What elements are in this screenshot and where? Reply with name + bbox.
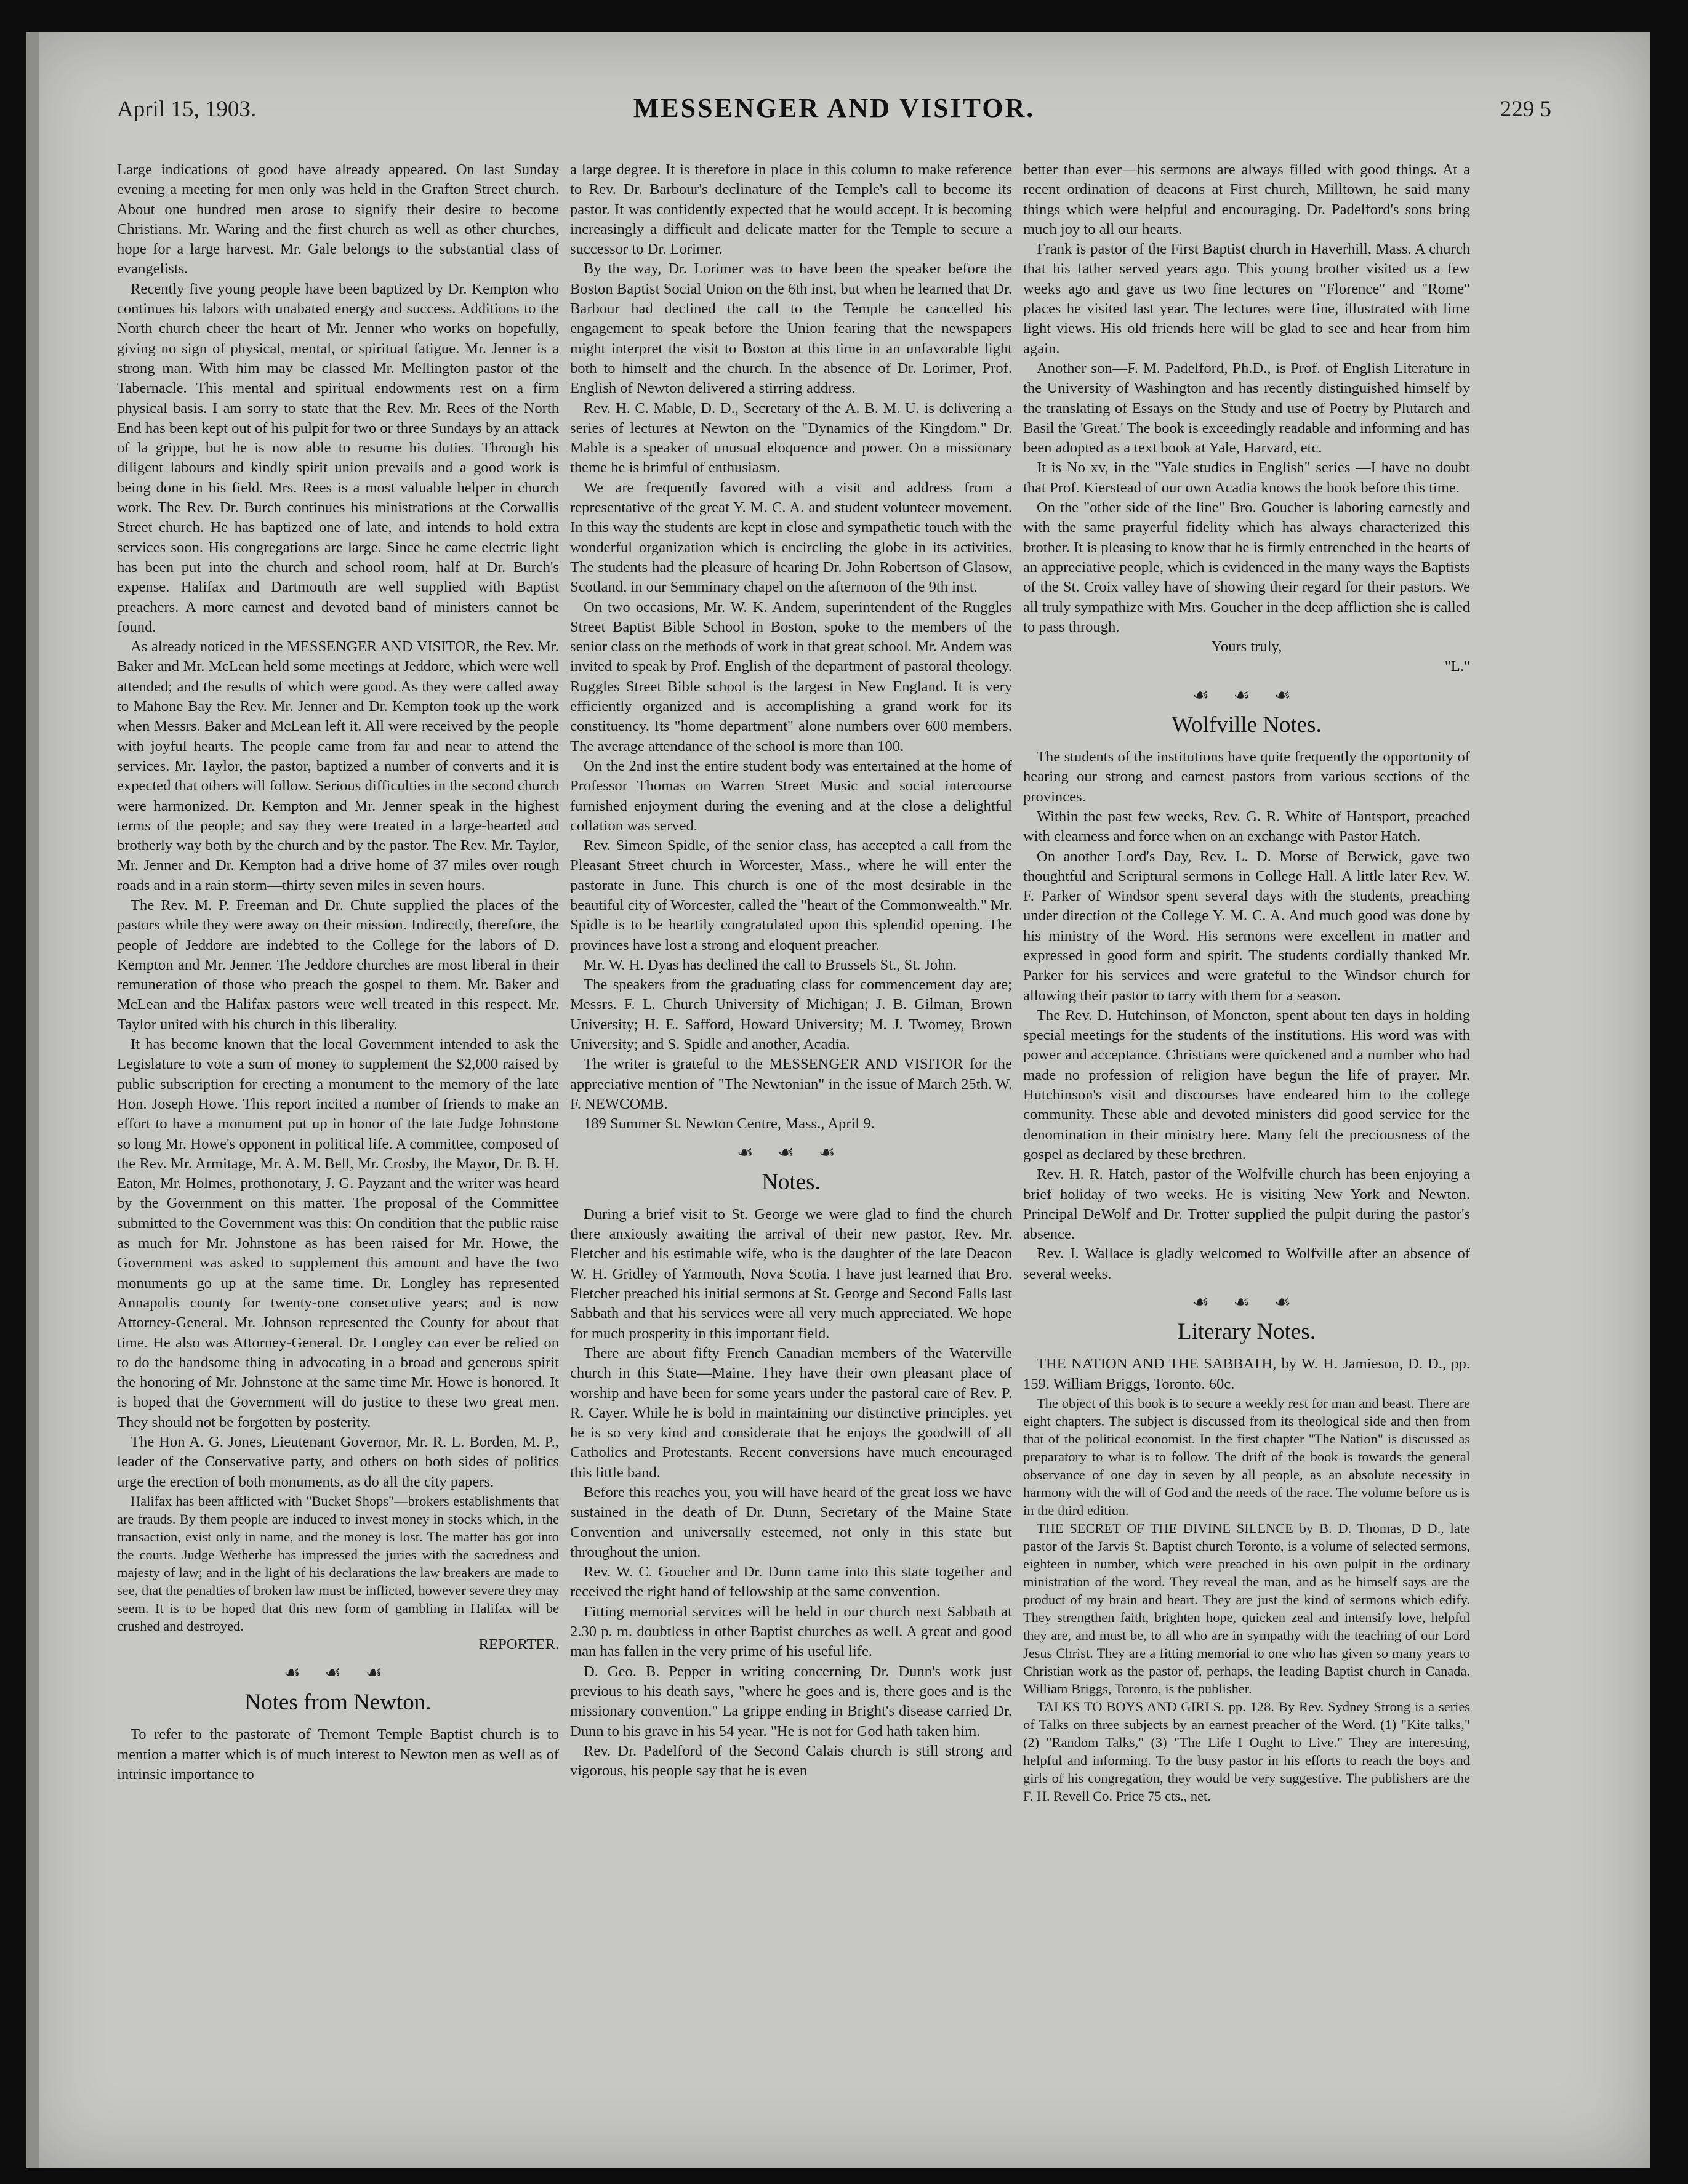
column-1 — [117, 160, 559, 2136]
article-paragraph: On the 2nd inst the entire student body was entertained at the home of Professor Thomas on Warren Street Music and social intercourse furnished enjoyment during the evening and at the close a delightful collation was served. — [570, 757, 1012, 834]
article-paragraph: Rev. I. Wallace is gladly welcomed to Wolfville after an absence of several weeks. — [1023, 1245, 1470, 1282]
article-paragraph: It has become known that the local Government intended to ask the Legislature to vote a sum of money to supplement the $2,000 raised by public subscription for erecting a monument to the memory of the late Hon. Joseph Howe. This report incited a number of friends to make an effort to have a monument put up in honor of the late Judge Johnstone so long Mr. Howe's opponent in political life. A committee, composed of the Rev. Mr. Armitage, Mr. A. M. Bell, Mr. Crosby, the Mayor, Dr. B. H. Eaton, Mr. Holmes, prothonotary, J. G. Payzant and the writer was heard by the Government on this matter. The proposal of the Committee submitted to the Government was this: On condition that the public raise as much for Mr. Johnstone as has been raised for Mr. Howe, the Government was asked to supplement this amount and have the two monuments go up at the same time. Dr. Longley has represented Annapolis county for twenty-one consecutive years; and is now Attorney-General. Mr. Johnson represented the County for about that time. He also was Attorney-General. Dr. Longley can ever be relied on to do the handsome thing in advocating in a broad and generous spirit the honoring of Mr. Johnstone at the same time Mr. Howe is honored. It is hoped that the Government will do justice to these two great men. They should not be forgotten by posterity. — [117, 1036, 559, 1431]
issue-date: April 15, 1903. — [117, 97, 257, 122]
article-paragraph: It is No xv, in the "Yale studies in English" series —I have no doubt that Prof. Kierstead of our own Acadia knows the book before this time. — [1023, 459, 1470, 496]
section-heading-literary-notes: Literary Notes. — [1178, 1319, 1316, 1345]
section-heading-wolfville-notes: Wolfville Notes. — [1172, 712, 1322, 738]
article-paragraph: Halifax has been afflicted with "Bucket Shops"—brokers establishments that are frauds. By them people are induced to invest money in stocks which, in the transaction, exist only in name, and the money is lost. The matter has got into the courts. Judge Wetherbe has impressed the juries with the sacredness and majesty of law; and in the light of his declarations the law breakers are made to see, that the penalties of broken law must be inflicted, however severe they may seem. It is to be hoped that this new form of gambling in Halifax will be crushed and destroyed. — [117, 1493, 559, 1634]
masthead-title: MESSENGER AND VISITOR. — [633, 93, 1035, 123]
article-paragraph: Rev. Simeon Spidle, of the senior class, has accepted a call from the Pleasant Street church in Worcester, Mass., where he will enter the pastorate in June. This church is one of the most desirable in the beautiful city of Worcester, called the "heart of the Commonwealth." Mr. Spidle is to be heartily congratulated upon this splendid opening. The provinces have lost a strong and eloquent preacher. — [570, 837, 1012, 953]
article-paragraph: During a brief visit to St. George we were glad to find the church there anxiously awaiting the arrival of their new pastor, Rev. Mr. Fletcher and his estimable wife, who is the daughter of the late Deacon W. H. Gridley of Yarmouth, Nova Scotia. I have just learned that Bro. Fletcher preached his initial sermons at St. George and Second Falls last Sabbath and that his services were all very much appreciated. We hope for much prosperity in this important field. — [570, 1205, 1012, 1342]
section-ornament: ☙ ☙ ☙ — [1192, 685, 1301, 705]
article-paragraph: Before this reaches you, you will have heard of the great loss we have sustained in the death of Dr. Dunn, Secretary of the Maine State Convention and universally esteemed, not only in this state but throughout the union. — [570, 1484, 1012, 1560]
article-paragraph: Frank is pastor of the First Baptist church in Haverhill, Mass. A church that his father served years ago. This young brother visited us a few weeks ago and gave us two fine lectures on "Florence" and "Rome" places he visited last year. The lectures were fine, illustrated with lime light views. His old friends here will be glad to see and hear from him again. — [1023, 241, 1470, 357]
article-paragraph: Large indications of good have already appeared. On last Sunday evening a meeting for men only was held in the Grafton Street church. About one hundred men arose to signify their desire to become Christians. Mr. Waring and the first church as well as other churches, hope for a large harvest. Mr. Gale belongs to the substantial class of evangelists. — [117, 161, 559, 278]
article-paragraph: The speakers from the graduating class for commencement day are; Messrs. F. L. Church University of Michigan; J. B. Gilman, Brown University; H. E. Safford, Howard University; M. J. Twomey, Brown University; and S. Spidle and another, Acadia. — [570, 976, 1012, 1053]
running-header — [117, 92, 1551, 135]
book-review-body: TALKS TO BOYS AND GIRLS. pp. 128. By Rev. Sydney Strong is a series of Talks on three subjects by an earnest preacher of the Word. (1) "Kite talks," (2) "Random Talks," (3) "The Life I Ought to Live." They are interesting, helpful and informing. To the busy pastor in his efforts to reach the boys and girls of his congregation, they would be very suggestive. The publishers are the F. H. Revell Co. Price 75 cts., net. — [1023, 1698, 1470, 1804]
article-paragraph: Another son—F. M. Padelford, Ph.D., is Prof. of English Literature in the University of Washington and has recently distinguished himself by the translating of Essays on the Study and use of Poetry by Plutarch and Basil the 'Great.' The book is exceedingly readable and informing and has been adopted as a text book at Yale, Harvard, etc. — [1023, 359, 1470, 457]
section-ornament: ☙ ☙ ☙ — [737, 1142, 845, 1163]
article-paragraph: Rev. H. C. Mable, D. D., Secretary of the A. B. M. U. is delivering a series of lectures at Newton on the "Dynamics of the Kingdom." Dr. Mable is a speaker of unusual eloquence and power. On a missionary theme he is brimful of enthusiasm. — [570, 399, 1012, 476]
article-paragraph: To refer to the pastorate of Tremont Temple Baptist church is to mention a matter which is of much interest to Newton men as well as of intrinsic importance to — [117, 1726, 559, 1783]
column-3 — [1023, 160, 1470, 2136]
article-paragraph: Within the past few weeks, Rev. G. R. White of Hantsport, preached with clearness and force when on an exchange with Pastor Hatch. — [1023, 808, 1470, 845]
article-paragraph: On two occasions, Mr. W. K. Andem, superintendent of the Ruggles Street Baptist Bible School in Boston, spoke to the members of the senior class on the methods of work in that great school. Mr. Andem was invited to speak by Prof. English of the department of pastoral theology. Ruggles Street Bible school is the largest in New England. It is very efficiently organized and is accomplishing a grand work for its constituency. Its "home department" alone numbers over 600 members. The average attendance of the school is more than 100. — [570, 598, 1012, 755]
article-signature: "L." — [1444, 658, 1470, 675]
article-paragraph: Mr. W. H. Dyas has declined the call to Brussels St., St. John. — [584, 956, 957, 973]
article-paragraph: We are frequently favored with a visit and address from a representative of the great Y. M. C. A. and student volunteer movement. In this way the students are kept in close and sympathetic touch with the wonderful organization which is encircling the globe in its activities. The students had the pleasure of hearing Dr. John Robertson of Glasow, Scotland, in our Semminary chapel on the afternoon of the 9th inst. — [570, 479, 1012, 596]
book-review-body: THE SECRET OF THE DIVINE SILENCE by B. D. Thomas, D D., late pastor of the Jarvis St. Baptist church Toronto, is a volume of selected sermons, eighteen in number, which were preached in his own pulpit in the ordinary ministration of the word. They reveal the man, and as he himself says are the product of my brain and heart. They are just the kind of sermons which edify. They strengthen faith, brighten hope, quicken zeal and intensify love, helpful they are, and must be, to all who are in sympathy with the teaching of our Lord Jesus Christ. They are a fitting memorial to one who has given so many years to Christian work as the pastor of, perhaps, the leading Baptist church in Canada. William Briggs, Toronto, is the publisher. — [1023, 1520, 1470, 1696]
newspaper-page — [26, 32, 1650, 2168]
column-2 — [570, 160, 1012, 2136]
section-ornament: ☙ ☙ ☙ — [284, 1663, 392, 1684]
article-paragraph: As already noticed in the MESSENGER AND VISITOR, the Rev. Mr. Baker and Mr. McLean held some meetings at Jeddore, which were well attended; and the results of which were good. As they were called away to Mahone Bay the Rev. Mr. Jenner and Dr. Kempton took up the work when Messrs. Baker and McLean left it. All were received by the people with joyful hearts. The people came from far and near to attend the services. Mr. Taylor, the pastor, baptized a number of converts and it is expected that others will follow. Serious difficulties in the second church were harmonized. Dr. Kempton and Mr. Jenner speak in the highest terms of the people; and say they were treated in a large-hearted and brotherly way both by the church and by the pastor. The Rev. Mr. Taylor, Mr. Jenner and Dr. Kempton had a drive home of 37 miles over rough roads and in a rain storm—thirty seven miles in seven hours. — [117, 638, 559, 894]
article-dateline: 189 Summer St. Newton Centre, Mass., April 9. — [584, 1115, 875, 1133]
book-review-body: The object of this book is to secure a weekly rest for man and beast. There are eight chapters. The subject is discussed from its theological side and then from that of the political economist. In the first chapter "The Nation" is discussed as preparatory to what is to follow. The drift of the book is towards the general observance of one day in seven by all people, as an absolute necessity in harmony with the will of God and the needs of the race. The volume before us is in the third edition. — [1023, 1395, 1470, 1518]
section-heading-notes: Notes. — [762, 1169, 821, 1195]
article-signature: REPORTER. — [478, 1636, 559, 1653]
article-paragraph: Fitting memorial services will be held in our church next Sabbath at 2.30 p. m. doubtless in other Baptist churches as well. A great and good man has fallen in the very prime of his useful life. — [570, 1603, 1012, 1660]
page-number: 229 5 — [1500, 97, 1551, 122]
section-ornament: ☙ ☙ ☙ — [1192, 1292, 1301, 1313]
book-review-title: THE NATION AND THE SABBATH, by W. H. Jamieson, D. D., pp. 159. William Briggs, Toronto. 60c. — [1023, 1355, 1470, 1392]
article-paragraph: By the way, Dr. Lorimer was to have been the speaker before the Boston Baptist Social Union on the 6th inst, but when he learned that Dr. Barbour had declined the call to the Temple he cancelled his engagement to speak before the Union fearing that the newspapers might interpret the visit to Boston at this time in an unfavorable light both to himself and the church. In the absence of Dr. Lorimer, Prof. English of Newton delivered a stirring address. — [570, 260, 1012, 397]
article-paragraph: better than ever—his sermons are always filled with good things. At a recent ordination of deacons at First church, Milltown, he said many things which were helpful and encouraging. Dr. Padelford's sons bring much joy to all our hearts. — [1023, 161, 1470, 238]
article-paragraph: The students of the institutions have quite frequently the opportunity of hearing our strong and earnest pastors from various sections of the provinces. — [1023, 749, 1470, 805]
article-paragraph: Rev. Dr. Padelford of the Second Calais church is still strong and vigorous, his people say that he is even — [570, 1742, 1012, 1780]
article-paragraph: The Hon A. G. Jones, Lieutenant Governor, Mr. R. L. Borden, M. P., leader of the Conservative party, and others on both sides of politics urge the erection of both monuments, as do all the city papers. — [117, 1434, 559, 1490]
article-paragraph: The Rev. M. P. Freeman and Dr. Chute supplied the places of the pastors while they were away on their mission. Indirectly, therefore, the people of Jeddore are indebted to the College for the labors of D. Kempton and Mr. Jenner. The Jeddore churches are most liberal in their remuneration of those who preach the gospel to them. Mr. Baker and McLean and the Halifax pastors were well treated in this respect. Mr. Taylor united with his church in this liberality. — [117, 896, 559, 1033]
article-paragraph: The Rev. D. Hutchinson, of Moncton, spent about ten days in holding special meetings for the students of the institutions. His word was with power and acceptance. Christians were quickened and a number who had made no profession of religion have begun the life of prayer. Mr. Hutchinson's visit and discourses have endeared him to the college community. These able and devoted ministers did good service for the denomination in their ministry here. Many felt the preciousness of the gospel as declared by these brethren. — [1023, 1006, 1470, 1163]
article-paragraph: D. Geo. B. Pepper in writing concerning Dr. Dunn's work just previous to his death says, "where he goes and is, there goes and is the missionary convention." La grippe ending in Bright's disease carried Dr. Dunn to his grave in his 54 year. "He is not for God hath taken him. — [570, 1663, 1012, 1740]
article-paragraph: On the "other side of the line" Bro. Goucher is laboring earnestly and with the same prayerful fidelity which has always characterized this brother. It is pleasing to know that he is firmly entrenched in the hearts of an appreciative people, which is evidenced in the many ways the Baptists of the St. Croix valley have of showing their regard for their pastors. We all truly sympathize with Mrs. Goucher in the deep affliction she is called to pass through. — [1023, 499, 1470, 635]
letter-closing: Yours truly, — [1211, 638, 1282, 656]
section-heading-notes-from-newton: Notes from Newton. — [244, 1690, 432, 1716]
article-paragraph: a large degree. It is therefore in place in this column to make reference to Rev. Dr. Barbour's declinature of the Temple's call to become its pastor. It was confidently expected that he would accept. It is becoming increasingly a difficult and delicate matter for the Temple to secure a successor to Dr. Lorimer. — [570, 161, 1012, 258]
page-binding-edge — [26, 32, 39, 2168]
article-paragraph: Rev. W. C. Goucher and Dr. Dunn came into this state together and received the right hand of fellowship at the same convention. — [570, 1564, 1012, 1600]
article-paragraph: Rev. H. R. Hatch, pastor of the Wolfville church has been enjoying a brief holiday of two weeks. He is visiting New York and Newton. Principal DeWolf and Dr. Trotter supplied the pulpit during the pastor's absence. — [1023, 1166, 1470, 1243]
article-paragraph: On another Lord's Day, Rev. L. D. Morse of Berwick, gave two thoughtful and Scriptural sermons in College Hall. A little later Rev. W. F. Parker of Windsor spent several days with the students, preaching under direction of the College Y. M. C. A. And much good was done by his ministry of the Word. His sermons were excellent in matter and expressed in good form and spirit. The students cordially thanked Mr. Parker for his services and were grateful to the Windsor church for allowing their pastor to tarry with them for a season. — [1023, 848, 1470, 1004]
article-paragraph: The writer is grateful to the MESSENGER AND VISITOR for the appreciative mention of "The Newtonian" in the issue of March 25th. W. F. NEWCOMB. — [570, 1056, 1012, 1112]
article-paragraph: There are about fifty French Canadian members of the Waterville church in this State—Maine. They have their own pleasant place of worship and have been for some years under the pastoral care of Rev. P. R. Cayer. While he is bold in maintaining our distinctive principles, yet he is so very kind and considerate that he enjoys the goodwill of all Catholics and Protestants. Recent conversions have much encouraged this little band. — [570, 1344, 1012, 1481]
article-paragraph: Recently five young people have been baptized by Dr. Kempton who continues his labors with unabated energy and success. Additions to the North church cheer the heart of Mr. Jenner who works on hopefully, giving no sign of physical, mental, or spiritual fatigue. Mr. Jenner is a strong man. With him may be classed Mr. Mellington pastor of the Tabernacle. This mental and spiritual endowments rest on a firm physical basis. I am sorry to state that the Rev. Mr. Rees of the North End has been kept out of his pulpit for two or three Sundays by an attack of la grippe, but he is now able to resume his duties. Through his diligent labours and kindly spirit union prevails and a good work is being done in his field. Mrs. Rees is a most valuable helper in church work. The Rev. Dr. Burch continues his ministrations at the Corwallis Street church. He has baptized one of late, and intends to hold extra services soon. His congregations are large. Since he came electric light has been put into the church and school room, half at Dr. Burch's expense. Halifax and Dartmouth are well supplied with Baptist preachers. A more earnest and devoted band of ministers cannot be found. — [117, 280, 559, 635]
